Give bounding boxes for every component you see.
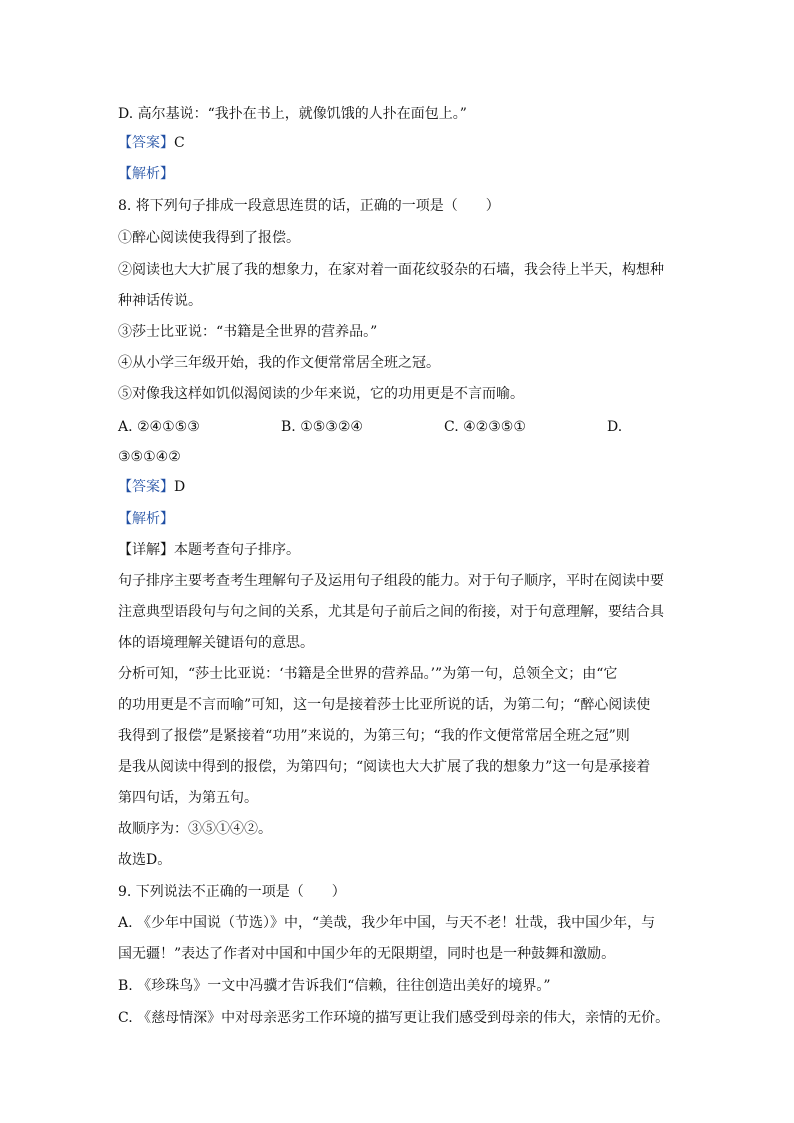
answer-tag: 【答案】 [118,135,174,151]
q8-detail-line: 分析可知，“莎士比亚说：‘书籍是全世界的营养品。’”为第一句，总领全文；由“它 [118,666,618,682]
q8-order: 故顺序为：③⑤①④②。 [118,821,272,837]
q8-option-d: D. [607,419,623,435]
q7-answer [118,133,185,153]
q8-detail-line: 句子排序主要考查考生理解句子及运用句子组段的能力。对于句子顺序，平时在阅读中要 [118,573,664,589]
q8-detail-line: 的功用更是不言而喻”可知，这一句是接着莎士比亚所说的话，为第二句；“醉心阅读使 [118,697,651,713]
q8-detail-line: 体的语境理解关键语句的意思。 [118,635,314,651]
q8-answer [118,477,185,497]
q8-detail-heading: 【详解】本题考查句子排序。 [118,542,300,558]
q9-stem: 9. 下列说法不正确的一项是（ ） [118,884,346,900]
q8-sentence-3: ③莎士比亚说：“书籍是全世界的营养品。” [118,324,378,340]
q8-sentence-2: ②阅读也大大扩展了我的想象力，在家对着一面花纹驳杂的石墙，我会待上半天，构想种 [118,262,664,278]
q8-stem: 8. 将下列句子排成一段意思连贯的话，正确的一项是（ ） [118,198,500,214]
q8-option-b: B. ①⑤③②④ [281,419,363,435]
q8-detail-line: 第四句话，为第五句。 [118,790,258,806]
q8-detail-line: 是我从阅读中得到的报偿，为第四句；“阅读也大大扩展了我的想象力”这一句是承接着 [118,759,651,775]
q8-sentence-4: ④从小学三年级开始，我的作文便常常居全班之冠。 [118,355,440,371]
q8-option-c: C. ④②③⑤① [444,419,526,435]
answer-value: D [174,479,186,495]
q8-detail-line: 注意典型语段句与句之间的关系，尤其是句子前后之间的衔接，对于句意理解，要结合具 [118,604,664,620]
q7-analysis-tag: 【解析】 [118,166,174,182]
q7-option-d: D. 高尔基说：“我扑在书上，就像饥饿的人扑在面包上。” [118,106,467,122]
answer-tag: 【答案】 [118,479,174,495]
q9-option-b: B. 《珍珠鸟》一文中冯骥才告诉我们“信赖，往往创造出美好的境界。” [118,978,551,994]
q9-option-c: C. 《慈母情深》中对母亲恶劣工作环境的描写更让我们感受到母亲的伟大，亲情的无价。 [118,1010,670,1026]
q8-sentence-2-cont: 种神话传说。 [118,293,202,309]
q9-option-a-cont: 国无疆！”表达了作者对中国和中国少年的无限期望，同时也是一种鼓舞和激励。 [118,946,616,962]
q8-analysis-tag: 【解析】 [118,511,174,527]
q8-choice: 故选D。 [118,852,172,868]
q8-option-d-value: ③⑤①④② [118,449,181,465]
answer-value: C [174,135,185,151]
q8-sentence-5: ⑤对像我这样如饥似渴阅读的少年来说，它的功用更是不言而喻。 [118,386,524,402]
q8-sentence-1: ①醉心阅读使我得到了报偿。 [118,230,300,246]
q9-option-a: A. 《少年中国说（节选）》中，“美哉，我少年中国，与天不老！壮哉，我中国少年，与 [118,915,656,931]
q8-options [118,417,678,437]
q8-detail-line: 我得到了报偿”是紧接着“功用”来说的，为第三句；“我的作文便常常居全班之冠”则 [118,728,630,744]
q8-option-a: A. ②④①⑤③ [118,419,200,435]
